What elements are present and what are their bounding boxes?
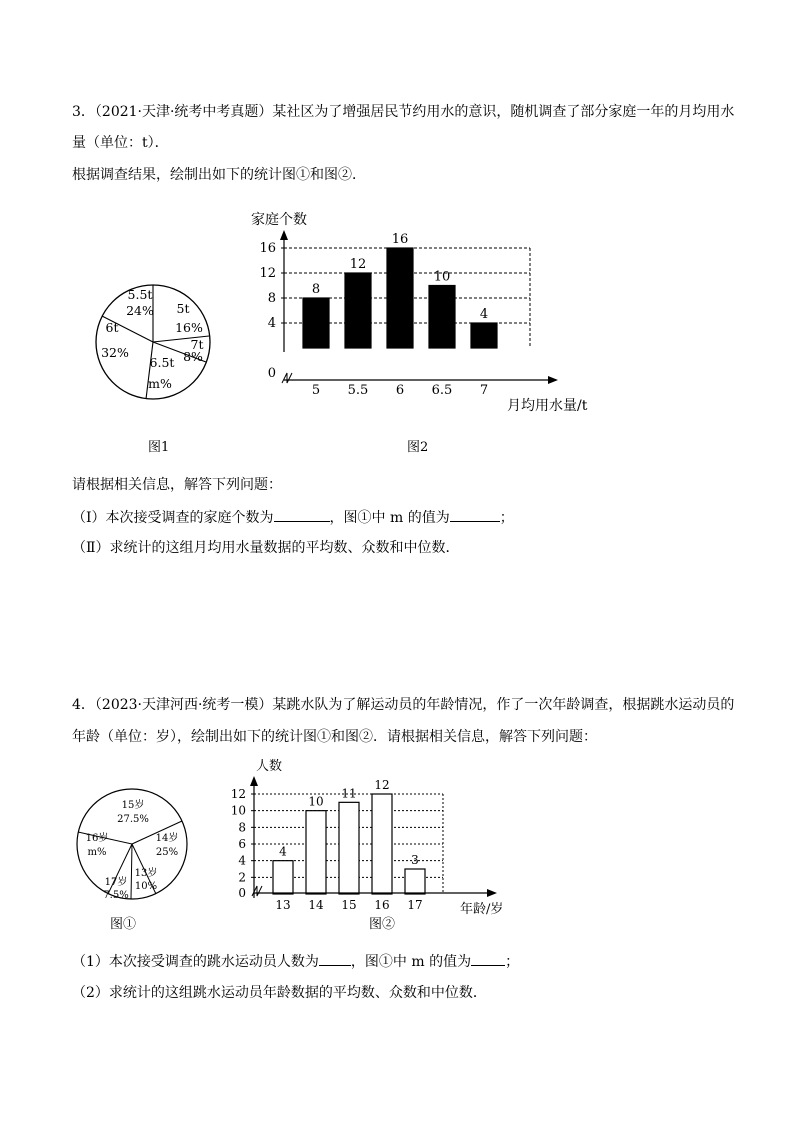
y-tick-label: 2 [238,870,246,885]
pie-label: 7.5% [103,890,129,901]
y-tick-label: 12 [259,266,276,281]
x-tick-label: 7 [479,383,489,398]
pie-label: 7t [190,337,204,352]
y-axis-title: 人数 [256,759,283,774]
pie-label: 25% [155,847,179,858]
data-label: 16 [391,232,409,247]
q4-part2: （2）求统计的这组跳水运动员年龄数据的平均数、众数和中位数． [72,985,487,1001]
pie-label: 5t [176,301,190,316]
data-label: 12 [374,778,390,792]
q3-part1-text: ，图①中 m 的值为 [329,510,450,526]
x-tick-label: 5.5 [347,383,369,398]
y-tick-label: 10 [230,803,246,818]
bar [372,794,392,894]
q3-line3: 根据调查结果，绘制出如下的统计图①和图②． [72,167,366,183]
bar [273,861,293,894]
x-tick-label: 13 [275,898,291,912]
x-axis-arrow [487,889,497,897]
data-label: 10 [433,269,451,285]
q4-fig2-caption: 图② [369,917,396,932]
data-label: 4 [479,307,489,322]
y-tick-label: 0 [267,366,276,381]
q4-line1: 4．（2023·天津河西·统考一模）某跳水队为了解运动员的年龄情况，作了一次年龄调查，根据跳水运动员的 [72,697,735,713]
q4-fig1-caption: 图① [110,917,137,932]
y-tick-label: 4 [267,316,276,331]
q3-prompt: 请根据相关信息，解答下列问题： [72,477,282,493]
data-label: 8 [311,282,321,297]
pie-label: 14岁 [155,833,179,844]
y-tick-label: 6 [238,837,246,851]
q3-line2: 量（单位：t）． [72,135,169,151]
q3-part2: （Ⅱ）求统计的这组月均用水量数据的平均数、众数和中位数． [72,540,460,556]
x-tick-label: 14 [308,898,324,912]
x-tick-label: 6.5 [431,383,453,398]
q4-part1-text: ，图①中 m 的值为 [350,954,472,970]
answer-blank[interactable] [319,951,351,966]
q3-fig1-caption: 图1 [148,440,170,455]
q3-part1-text: ； [499,510,514,526]
pie-label: 24% [126,303,154,318]
pie-label: 6t [105,320,119,335]
q3-line1: 3．（2021·天津·统考中考真题）某社区为了增强居民节约用水的意识，随机调查了部分家庭一年的月均用水 [72,104,735,120]
x-axis-title: 月均用水量/t [507,398,588,414]
bar [405,869,425,894]
x-tick-label: 6 [395,383,405,398]
pie-label: 5.5t [127,287,153,302]
pie-label: m% [87,847,107,858]
y-tick-label: 12 [230,787,246,801]
y-axis-title: 家庭个数 [251,212,307,228]
pie-label: 17岁 [104,877,128,888]
pie-label: 32% [101,345,129,360]
pie-label: 6.5t [149,355,175,370]
x-tick-label: 17 [407,898,423,912]
y-tick-label: 16 [259,241,276,256]
q4-part1 [72,951,519,971]
data-label: 4 [279,844,287,859]
x-tick-label: 16 [374,898,390,912]
pie-label: m% [148,376,172,391]
data-label: 12 [349,257,367,272]
x-tick-label: 15 [341,898,357,912]
pie-label: 16岁 [85,833,109,844]
q3-fig2-caption: 图2 [407,440,429,455]
bar [339,802,359,894]
data-label: 11 [341,786,357,801]
q4-line2: 年龄（单位：岁），绘制出如下的统计图①和图②．请根据相关信息，解答下列问题： [72,729,597,745]
y-tick-label: 0 [238,886,246,900]
pie-label: 10% [134,881,158,892]
pie-label: 27.5% [117,814,149,825]
y-tick-label: 8 [238,820,246,835]
y-tick-label: 8 [267,291,276,306]
y-tick-label: 4 [238,853,246,868]
data-label: 10 [308,794,324,809]
pie-label: 16% [175,320,203,335]
y-axis-arrow [250,776,258,786]
pie-label: 8% [183,349,203,364]
answer-blank[interactable] [471,951,505,966]
q4-part1-text: ； [505,954,520,970]
pie-label: 13岁 [134,868,158,879]
q3-part1-text: （Ⅰ）本次接受调查的家庭个数为 [72,510,274,526]
bar [306,811,326,894]
x-tick-label: 5 [311,383,321,398]
pie-label: 15岁 [121,800,145,811]
data-label: 3 [411,853,419,867]
q4-part1-text: （1）本次接受调查的跳水运动员人数为 [72,954,319,970]
x-axis-title: 年龄/岁 [460,902,504,917]
